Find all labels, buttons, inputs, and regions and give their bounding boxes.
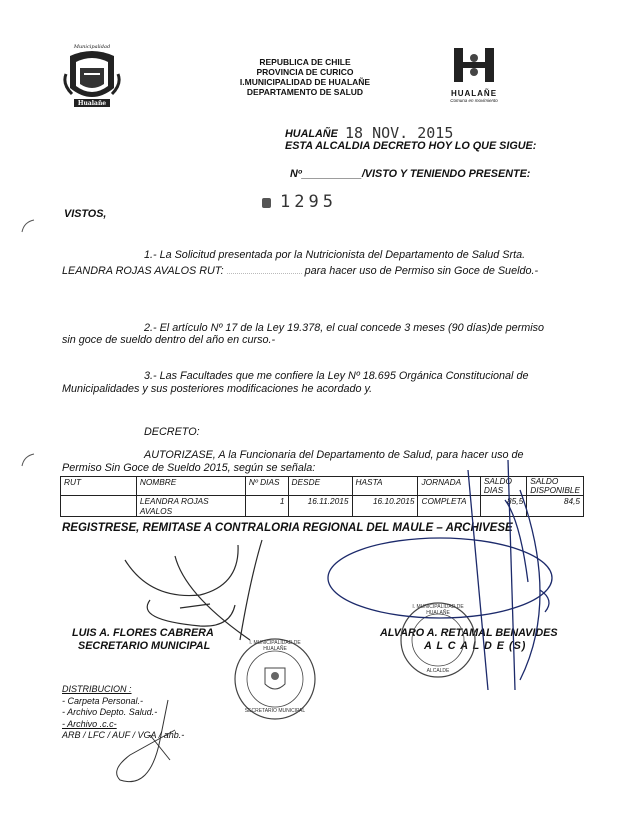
th-nombre: NOMBRE	[136, 477, 245, 496]
distribucion-item: - Carpeta Personal.-	[62, 695, 144, 706]
alcaldia-line: ESTA ALCALDIA DECRETO HOY LO QUE SIGUE:	[285, 140, 537, 152]
alcalde-seal-inner-text: ALCALDE	[426, 668, 450, 674]
hualane-brand-logo	[448, 46, 500, 106]
cell-saldo-disponible: 84,5	[527, 496, 584, 517]
cell-dias: 1	[245, 496, 288, 517]
alcalde-title: A L C A L D E (S)	[424, 640, 527, 652]
vistos-heading: VISTOS,	[64, 208, 107, 220]
alcalde-name: ALVARO A. RETAMAL BENAVIDES	[380, 627, 558, 639]
cell-nombre-2: AVALOS	[139, 506, 173, 516]
paragraph-3-line-1: 3.- Las Facultades que me confiere la Ley Nº 18.695 Orgánica Constitucional de	[144, 370, 529, 382]
th-saldo-dias: SALDO DIAS	[480, 477, 526, 496]
alcalde-seal-outer-text: I. MUNICIPALIDAD DE HUALAÑE	[412, 604, 464, 616]
crest-top-text: Municipalidad	[73, 44, 111, 50]
brand-name: HUALAÑE	[450, 89, 498, 98]
crest-bottom-text: Hualañe	[77, 100, 107, 107]
secretario-seal-inner-text: SECRETARIO MUNICIPAL	[244, 708, 306, 714]
th-saldo-disponible: SALDO DISPONIBLE	[527, 477, 584, 496]
cell-desde: 16.11.2015	[288, 496, 352, 517]
secretario-seal	[232, 636, 318, 722]
p1-tail: para hacer uso de Permiso sin Goce de Sueldo.-	[304, 265, 539, 277]
paragraph-1-line-1: 1.- La Solicitud presentada por la Nutricionista del Departamento de Salud Srta.	[144, 249, 526, 261]
th-rut: RUT	[61, 477, 137, 496]
autorizase-line-2: Permiso Sin Goce de Sueldo 2015, según se señala:	[62, 462, 316, 474]
paragraph-2-line-1: 2.- El artículo Nº 17 de la Ley 19.378, el cual concede 3 meses (90 días)de permiso	[144, 322, 545, 334]
cell-jornada: COMPLETA	[418, 496, 480, 517]
paragraph-2-line-2: sin goce de sueldo dentro del año en curso.-	[62, 334, 276, 346]
registrese-line: REGISTRESE, REMITASE A CONTRALORIA REGIONAL DEL MAULE – ARCHIVESE	[62, 522, 513, 534]
secretario-signature	[125, 540, 262, 640]
decree-line	[290, 168, 530, 181]
letterhead	[215, 57, 395, 97]
distribucion-item: - Archivo .c.c-	[62, 718, 117, 729]
decree-number-stamp: 1295	[280, 192, 337, 212]
distribucion-item: - Archivo Depto. Salud.-	[62, 707, 158, 717]
decree-prefix: Nº	[290, 168, 302, 180]
alcalde-seal	[398, 600, 478, 680]
letterhead-line: I.MUNICIPALIDAD DE HUALAÑE	[239, 77, 371, 87]
stamp-mark	[262, 198, 271, 208]
cell-rut	[61, 496, 137, 517]
distribucion-initials: ARB / LFC / AUF / VGA / ahb.-	[62, 730, 185, 740]
th-hasta: HASTA	[352, 477, 418, 496]
cell-hasta: 16.10.2015	[352, 496, 418, 517]
paragraph-1-line-2	[62, 263, 538, 278]
p1-rut-label: LEANDRA ROJAS AVALOS RUT:	[62, 265, 224, 277]
letterhead-line: REPUBLICA DE CHILE	[259, 57, 351, 67]
th-jornada: JORNADA	[418, 477, 480, 496]
table-row	[61, 496, 584, 517]
cell-saldo-dias: 85,5	[480, 496, 526, 517]
secretario-seal-outer-text: I. MUNICIPALIDAD DE HUALAÑE	[249, 640, 301, 652]
th-desde: DESDE	[288, 477, 352, 496]
secretario-name: LUIS A. FLORES CABRERA	[72, 627, 214, 639]
decreto-heading: DECRETO:	[144, 426, 200, 438]
paragraph-3-line-2: Municipalidades y sus posteriores modificaciones he acordado y.	[62, 383, 373, 395]
letterhead-line: PROVINCIA DE CURICO	[256, 67, 354, 77]
municipal-crest-logo	[62, 44, 122, 110]
cell-nombre-1: LEANDRA ROJAS	[139, 496, 209, 506]
th-dias: Nº DIAS	[245, 477, 288, 496]
margin-marks	[22, 220, 34, 466]
decree-blank: __________	[301, 168, 362, 180]
redacted-rut	[227, 263, 302, 274]
brand-tagline: Comuna en movimiento	[450, 98, 498, 103]
cell-nombre	[136, 496, 245, 517]
date-city: HUALAÑE	[285, 128, 338, 140]
distribucion-title: DISTRIBUCION :	[62, 684, 132, 694]
secretario-title: SECRETARIO MUNICIPAL	[78, 640, 211, 652]
letterhead-line: DEPARTAMENTO DE SALUD	[246, 87, 364, 97]
distribucion-block	[62, 684, 184, 742]
autorizase-line-1: AUTORIZASE, A la Funcionaria del Departamento de Salud, para hacer uso de	[144, 449, 524, 461]
table-header-row	[61, 477, 584, 496]
date-stamp: 18 NOV. 2015	[345, 124, 454, 142]
decree-suffix: /VISTO Y TENIENDO PRESENTE:	[361, 168, 531, 180]
permission-table	[60, 476, 584, 517]
